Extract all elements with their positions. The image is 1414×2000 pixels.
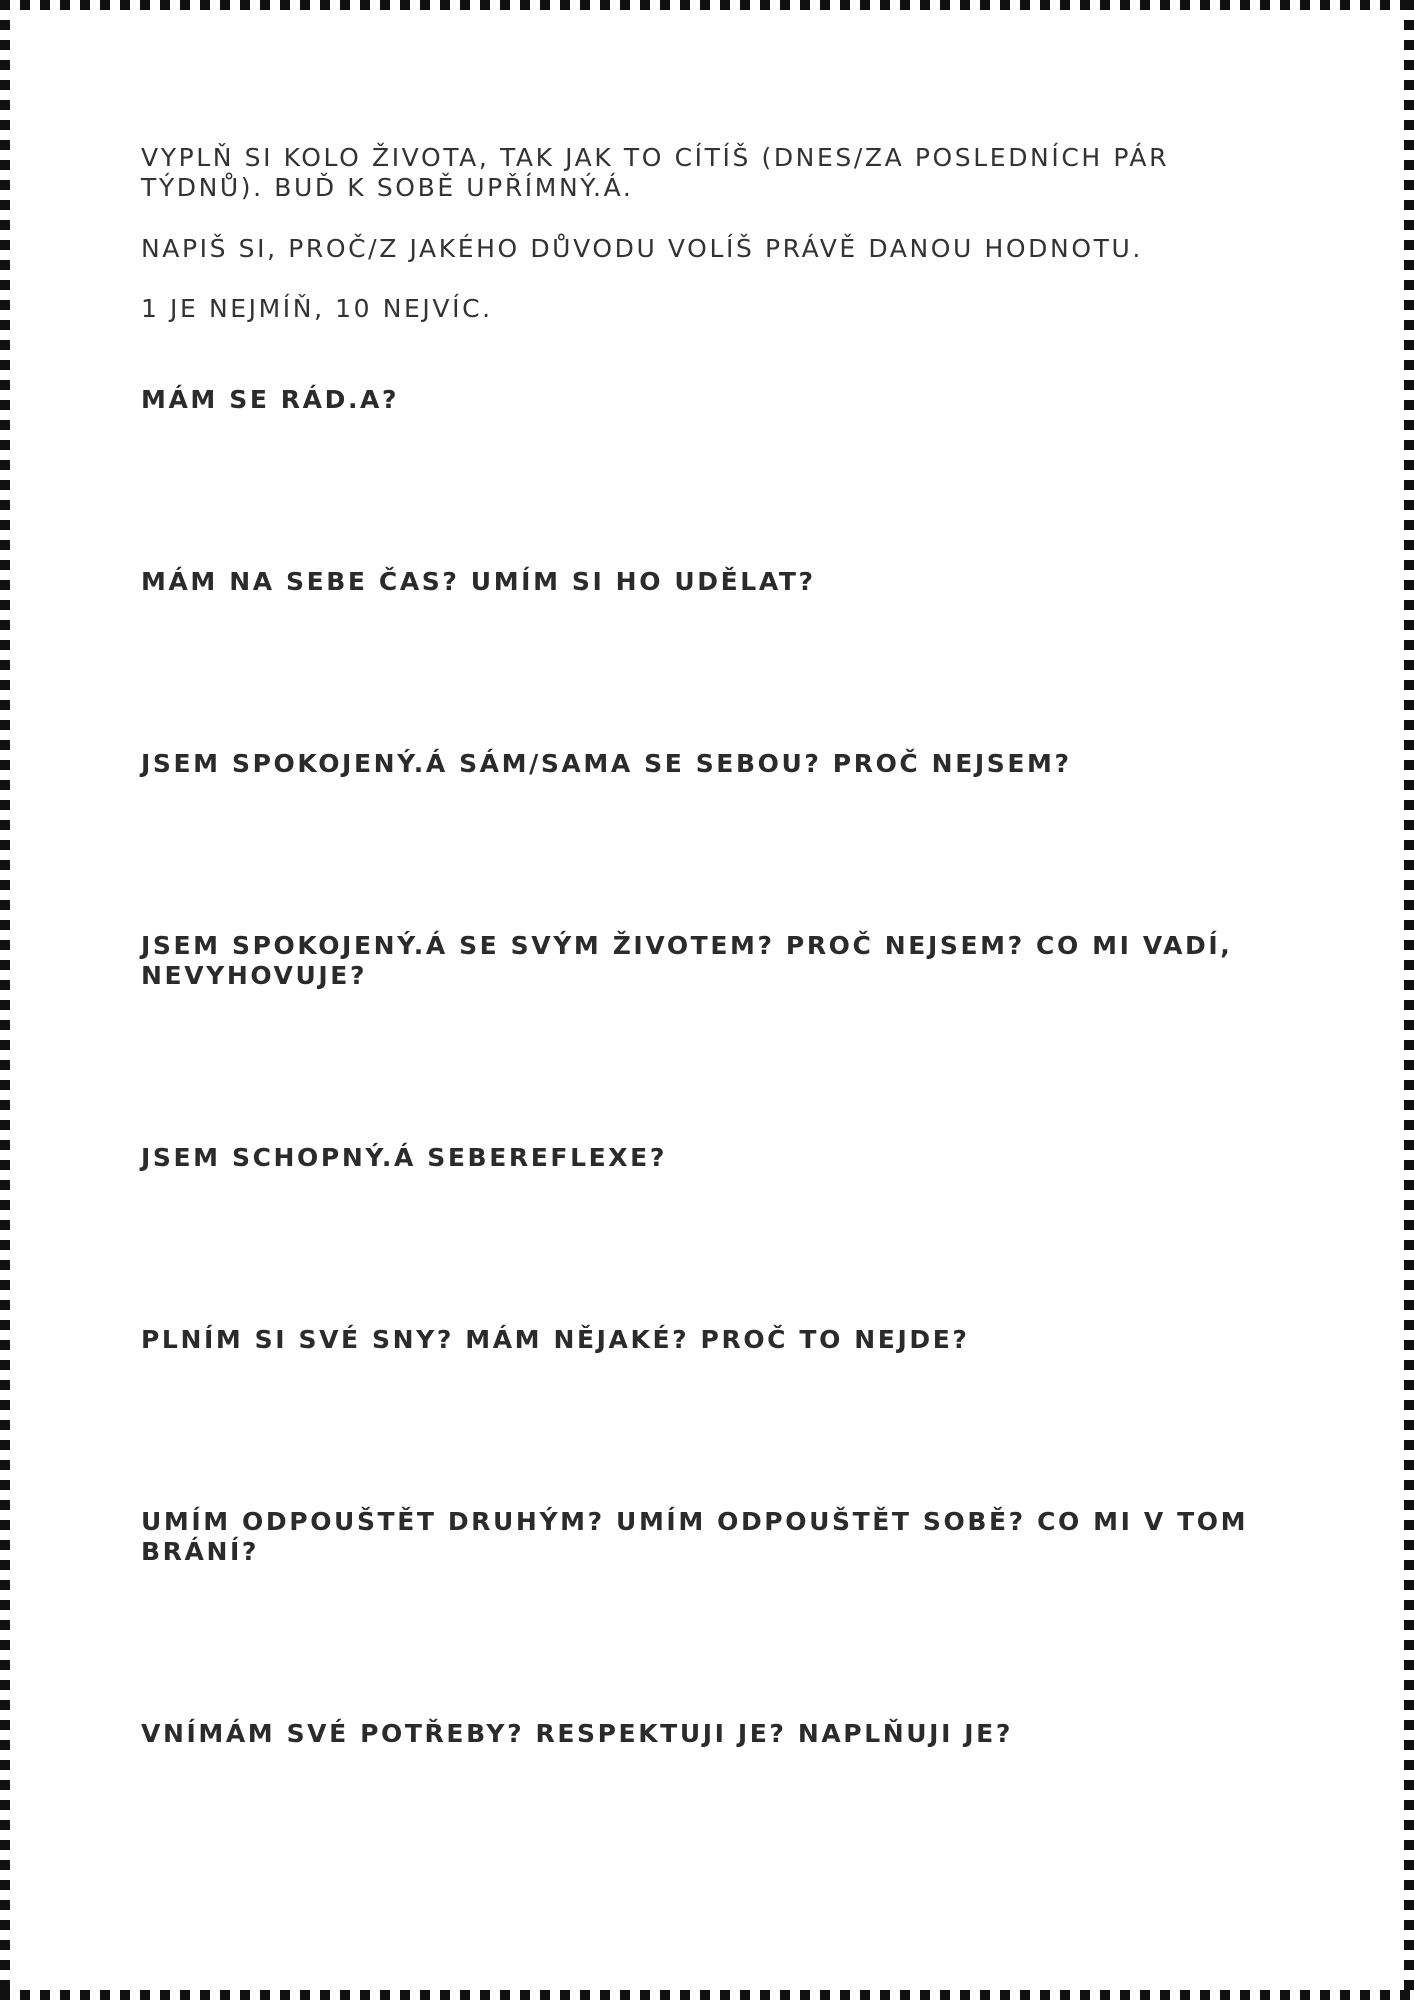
- question-3: JSEM SPOKOJENÝ.Á SÁM/SAMA SE SEBOU? PROČ NEJSEM?: [141, 749, 1072, 778]
- question-7: UMÍM ODPOUŠTĚT DRUHÝM? UMÍM ODPOUŠTĚT SOBĚ? CO MI V TOM BRÁNÍ?: [141, 1507, 1249, 1566]
- question-4: JSEM SPOKOJENÝ.Á SE SVÝM ŽIVOTEM? PROČ NEJSEM? CO MI VADÍ, NEVYHOVUJE?: [141, 931, 1233, 990]
- question-8: VNÍMÁM SVÉ POTŘEBY? RESPEKTUJI JE? NAPLŇUJI JE?: [141, 1719, 1013, 1748]
- question-5: JSEM SCHOPNÝ.Á SEBEREFLEXE?: [141, 1143, 667, 1172]
- instructions-line-1: VYPLŇ SI KOLO ŽIVOTA, TAK JAK TO CÍTÍŠ (DNES/ZA POSLEDNÍCH PÁR TÝDNŮ). BUĎ K SOBĚ UPŘÍMNÝ.Á.: [141, 143, 1170, 202]
- question-1: MÁM SE RÁD.A?: [141, 385, 400, 414]
- question-6: PLNÍM SI SVÉ SNY? MÁM NĚJAKÉ? PROČ TO NEJDE?: [141, 1325, 970, 1354]
- question-2: MÁM NA SEBE ČAS? UMÍM SI HO UDĚLAT?: [141, 567, 816, 596]
- instructions-line-3: 1 JE NEJMÍŇ, 10 NEJVÍC.: [141, 294, 493, 323]
- instructions-line-2: NAPIŠ SI, PROČ/Z JAKÉHO DŮVODU VOLÍŠ PRÁVĚ DANOU HODNOTU.: [141, 234, 1143, 263]
